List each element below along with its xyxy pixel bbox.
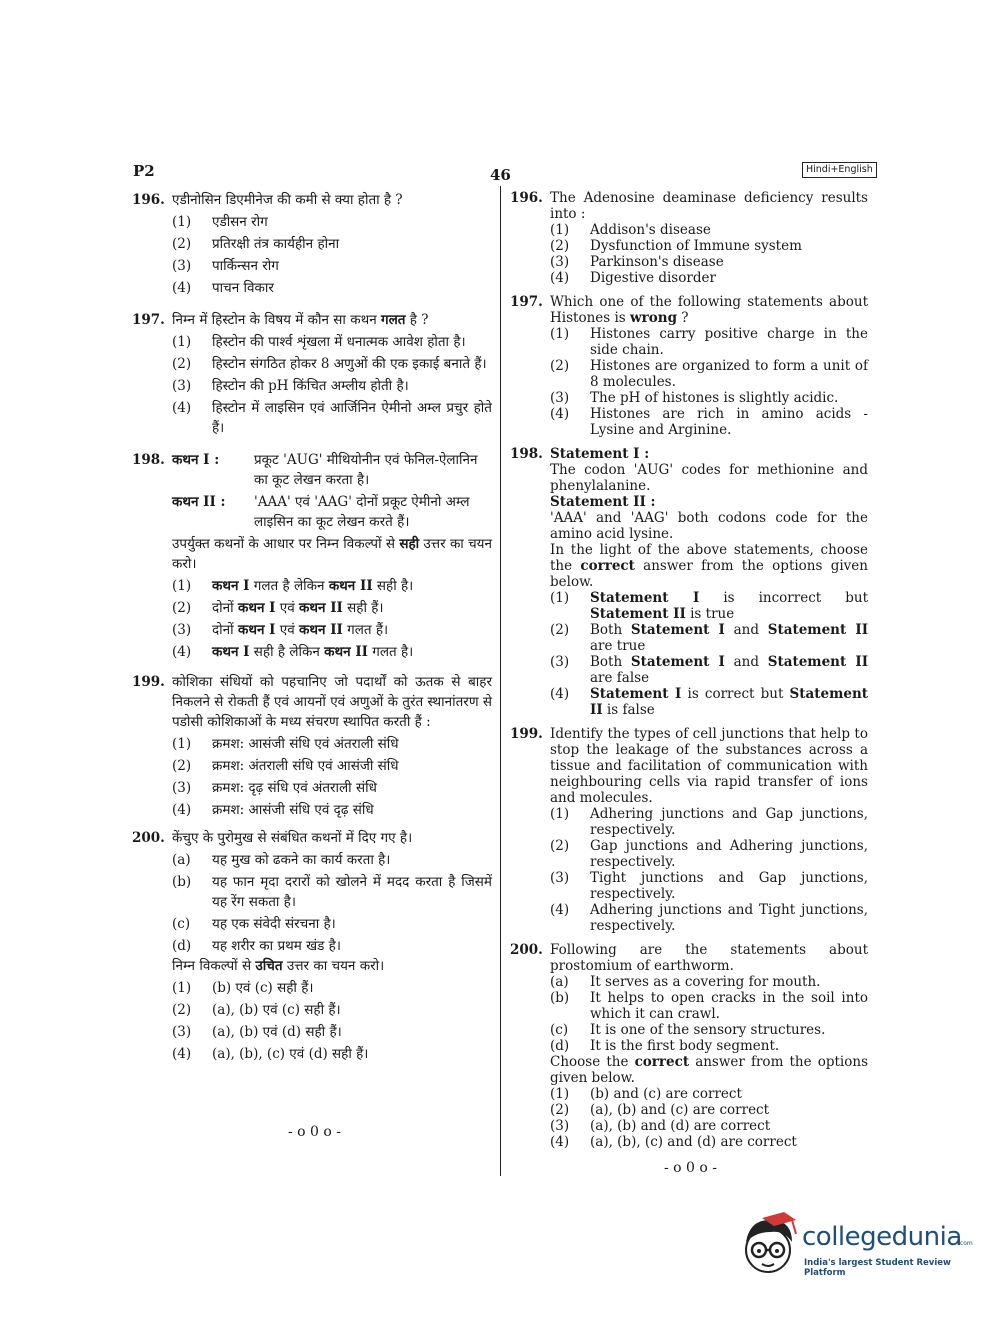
option: (4) (a), (b), (c) and (d) are correct	[550, 1134, 797, 1150]
logo-tagline: India's largest Student Review Platform	[804, 1258, 951, 1278]
question-200-hindi	[132, 828, 492, 1064]
instruction: Choose the correct answer from the options given below.	[550, 1054, 868, 1086]
question-number: 199.	[132, 674, 165, 690]
option: (4) हिस्टोन में लाइसिन एवं आर्जिनिन ऐमीनो अम्ल प्रचुर होते हैं।	[172, 400, 492, 436]
language-tag: Hindi+English	[802, 162, 877, 178]
option: (4) Statement I is correct but Statement II is false	[550, 686, 868, 718]
column-divider	[500, 186, 501, 1176]
option: (3) हिस्टोन की pH किंचित अम्लीय होती है।	[172, 378, 409, 394]
option: (1) क्रमश: आसंजी संधि एवं अंतराली संधि	[172, 736, 399, 752]
logo-suffix: .com	[958, 1240, 973, 1247]
instruction: निम्न विकल्पों से उचित उत्तर का चयन करो।	[172, 958, 385, 974]
option: (2) Both Statement I and Statement II are true	[550, 622, 869, 654]
option: (2) (a), (b) and (c) are correct	[550, 1102, 770, 1118]
collegedunia-logo	[740, 1212, 973, 1278]
question-stem: The Adenosine deaminase deficiency results into :	[550, 190, 868, 222]
option: (4) (a), (b), (c) एवं (d) सही हैं।	[172, 1046, 369, 1062]
option: (1) एडीसन रोग	[172, 214, 268, 230]
statement: (b) यह फान मृदा दरारों को खोलने में मदद करता है जिसमें यह रेंग सकता है।	[172, 874, 492, 910]
statement: (b) It helps to open cracks in the soil into which it can crawl.	[550, 990, 868, 1022]
option: (1) (b) and (c) are correct	[550, 1086, 742, 1102]
option: (4) Adhering junctions and Tight junctions, respectively.	[550, 902, 868, 934]
question-199-english	[510, 726, 868, 934]
footer-mark-hindi: - o 0 o -	[288, 1124, 342, 1140]
option: (2) Gap junctions and Adhering junctions, respectively.	[550, 838, 868, 870]
statement-2-label: Statement II :	[550, 494, 656, 510]
statement: (a) It serves as a covering for mouth.	[550, 974, 821, 990]
question-stem: निम्न में हिस्टोन के विषय में कौन सा कथन गलत है ?	[172, 312, 429, 328]
statement-2: 'AAA' and 'AAG' both codons code for the amino acid lysine.	[550, 510, 868, 542]
option: (3) The pH of histones is slightly acidic.	[550, 390, 839, 406]
statement-1: कथन I : प्रकूट 'AUG' मीथियोनीन एवं फेनिल-ऐलानिन का कूट लेखन करता है।	[172, 452, 478, 488]
logo-wordmark: collegedunia	[802, 1222, 962, 1252]
paper-code: P2	[133, 162, 155, 180]
question-198-english	[510, 446, 868, 718]
question-196-hindi	[132, 190, 492, 298]
option: (2) क्रमश: अंतराली संधि एवं आसंजी संधि	[172, 758, 399, 774]
option: (1) कथन I गलत है लेकिन कथन II सही है।	[172, 578, 414, 594]
option: (1) (b) एवं (c) सही हैं।	[172, 980, 314, 996]
option: (2) Dysfunction of Immune system	[550, 238, 802, 254]
option: (4) कथन I सही है लेकिन कथन II गलत है।	[172, 644, 414, 660]
question-199-hindi	[132, 672, 492, 820]
english-column	[510, 190, 868, 1150]
question-200-english	[510, 942, 868, 1150]
option: (4) Digestive disorder	[550, 270, 716, 286]
statement: (a) यह मुख को ढकने का कार्य करता है।	[172, 852, 391, 868]
option: (2) प्रतिरक्षी तंत्र कार्यहीन होना	[172, 236, 340, 252]
statement: (d) यह शरीर का प्रथम खंड है।	[172, 938, 341, 954]
statement: (c) यह एक संवेदी संरचना है।	[172, 916, 336, 932]
option: (1) Adhering junctions and Gap junctions, respectively.	[550, 806, 868, 838]
question-stem: Identify the types of cell junctions that help to stop the leakage of the substances across a tissue and facilitation of communication with neighbouring cells via rapid transfer of ions and molecules.	[550, 726, 868, 806]
option: (3) Tight junctions and Gap junctions, respectively.	[550, 870, 868, 902]
footer-mark-english: - o 0 o -	[664, 1160, 718, 1176]
page-number: 46	[490, 166, 511, 184]
option: (2) Histones are organized to form a unit of 8 molecules.	[550, 358, 868, 390]
option: (4) क्रमश: आसंजी संधि एवं दृढ़ संधि	[172, 802, 374, 818]
statement-2: कथन II : 'AAA' एवं 'AAG' दोनों प्रकूट ऐमीनो अम्ल लाइसिन का कूट लेखन करते हैं।	[172, 494, 470, 530]
mascot-icon	[740, 1212, 800, 1278]
option: (3) दोनों कथन I एवं कथन II गलत हैं।	[172, 622, 389, 638]
statement-1-label: Statement I :	[550, 446, 650, 462]
question-196-english	[510, 190, 868, 286]
option: (3) (a), (b) एवं (d) सही हैं।	[172, 1024, 342, 1040]
option: (2) दोनों कथन I एवं कथन II सही हैं।	[172, 600, 384, 616]
instruction: In the light of the above statements, choose the correct answer from the options given below.	[550, 542, 868, 590]
question-197-hindi	[132, 310, 492, 438]
option: (1) Histones carry positive charge in the side chain.	[550, 326, 868, 358]
option: (3) क्रमश: दृढ़ संधि एवं अंतराली संधि	[172, 780, 377, 796]
statement: (c) It is one of the sensory structures.	[550, 1022, 826, 1038]
question-number: 196.	[510, 190, 543, 206]
question-number: 198.	[510, 446, 543, 462]
option: (3) Parkinson's disease	[550, 254, 724, 270]
option: (3) Both Statement I and Statement II are false	[550, 654, 869, 686]
statement: (d) It is the first body segment.	[550, 1038, 780, 1054]
option: (2) (a), (b) एवं (c) सही हैं।	[172, 1002, 341, 1018]
question-number: 199.	[510, 726, 543, 742]
option: (1) Statement I is incorrect but Statement II is true	[550, 590, 869, 622]
question-198-hindi	[132, 450, 492, 662]
option: (3) पार्किन्सन रोग	[172, 258, 279, 274]
question-number: 200.	[132, 830, 165, 846]
question-stem: Which one of the following statements about Histones is wrong ?	[550, 294, 868, 326]
question-stem: कोशिका संधियों को पहचानिए जो पदार्थों को ऊतक से बाहर निकलने से रोकती हैं एवं आयनों एवं अणुओं के तुरंत स्थानांतरण से पडोसी कोशिकाओं के मध्य संचरण स्थापित करती हैं :	[172, 674, 492, 730]
instruction: उपर्युक्त कथनों के आधार पर निम्न विकल्पों से सही उत्तर का चयन करो।	[172, 536, 492, 572]
question-stem: एडीनोसिन डिएमीनेज की कमी से क्या होता है ?	[172, 192, 403, 208]
statement-1: The codon 'AUG' codes for methionine and phenylalanine.	[550, 462, 868, 494]
question-197-english	[510, 294, 868, 438]
option: (4) पाचन विकार	[172, 280, 274, 296]
question-number: 197.	[510, 294, 543, 310]
question-number: 200.	[510, 942, 543, 958]
question-stem: Following are the statements about prostomium of earthworm.	[550, 942, 868, 974]
option: (4) Histones are rich in amino acids - Lysine and Arginine.	[550, 406, 868, 438]
hindi-column	[132, 190, 492, 1064]
question-number: 198.	[132, 452, 165, 468]
option: (1) Addison's disease	[550, 222, 711, 238]
question-number: 196.	[132, 192, 165, 208]
option: (1) हिस्टोन की पार्श्व शृंखला में धनात्मक आवेश होता है।	[172, 334, 466, 350]
question-number: 197.	[132, 312, 165, 328]
option: (3) (a), (b) and (d) are correct	[550, 1118, 771, 1134]
question-stem: केंचुए के पुरोमुख से संबंधित कथनों में दिए गए है।	[172, 830, 413, 846]
option: (2) हिस्टोन संगठित होकर 8 अणुओं की एक इकाई बनाते हैं।	[172, 356, 487, 372]
